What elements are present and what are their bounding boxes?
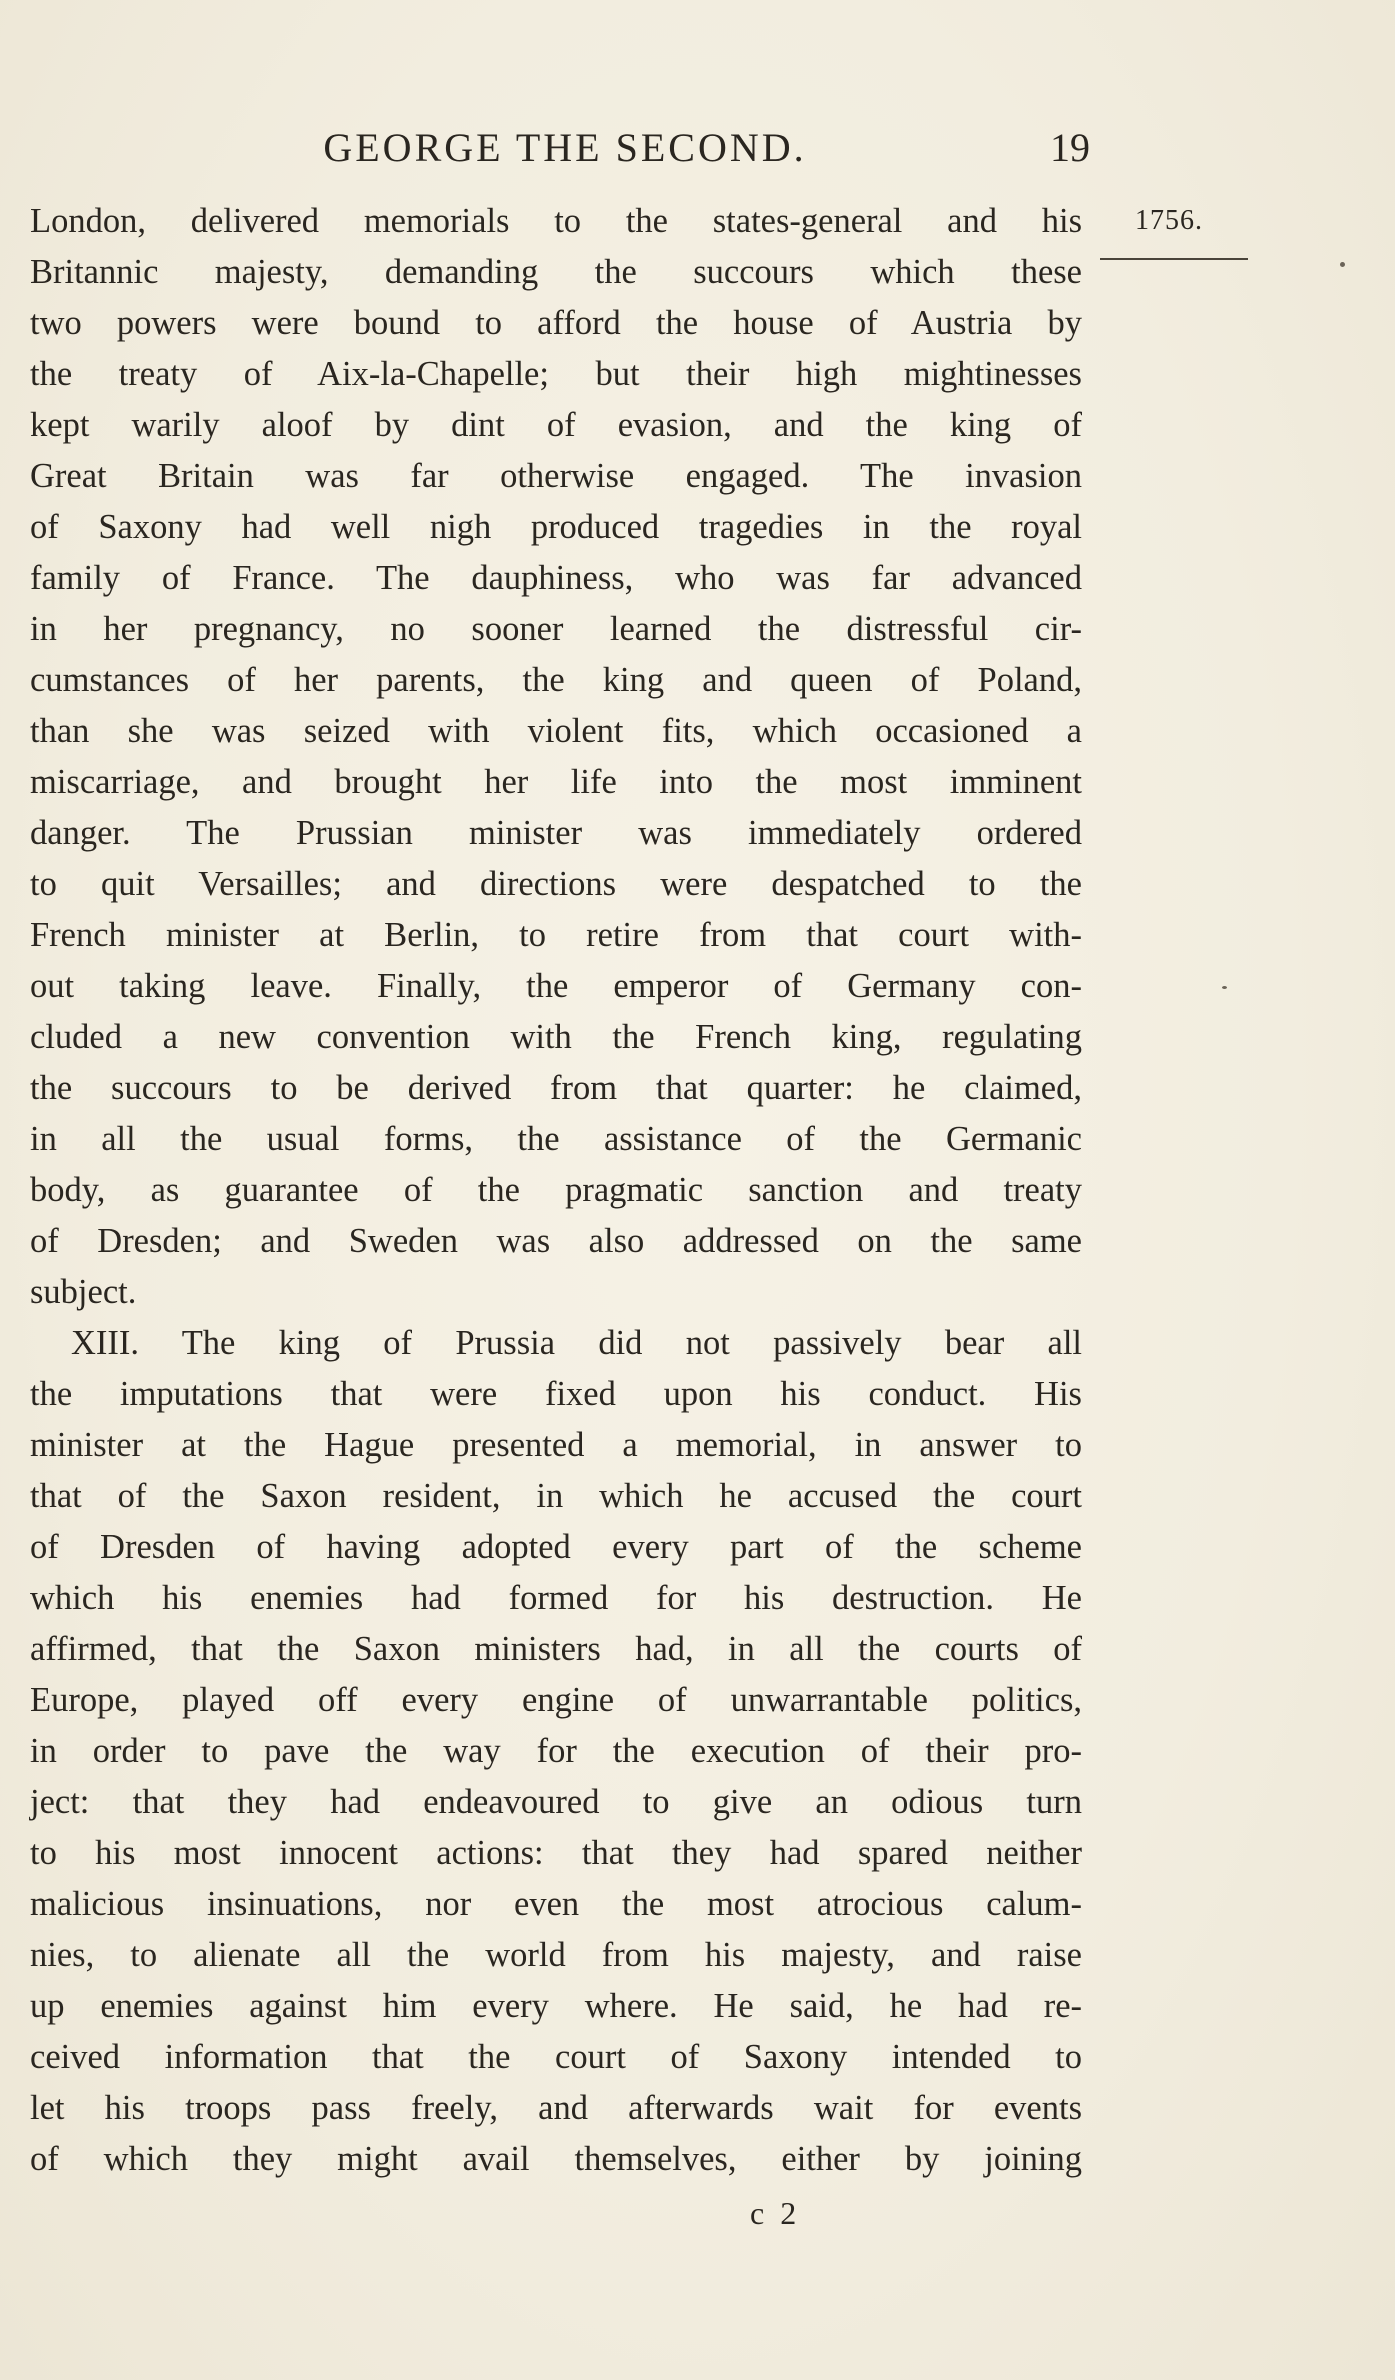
text-line: family of France. The dauphiness, who was far advanced bbox=[30, 559, 1082, 597]
text-line: of Saxony had well nigh produced tragedies in the royal bbox=[30, 508, 1082, 546]
text-line: subject. bbox=[30, 1273, 137, 1311]
text-line: affirmed, that the Saxon ministers had, in all the courts of bbox=[30, 1630, 1082, 1668]
text-line: to quit Versailles; and directions were despatched to the bbox=[30, 865, 1082, 903]
text-line: two powers were bound to afford the house of Austria by bbox=[30, 304, 1082, 342]
text-line: up enemies against him every where. He said, he had re- bbox=[30, 1987, 1082, 2025]
text-line: Britannic majesty, demanding the succours which these bbox=[30, 253, 1082, 291]
text-line: the treaty of Aix-la-Chapelle; but their high mightinesses bbox=[30, 355, 1082, 393]
signature-mark: c 2 bbox=[750, 2195, 801, 2231]
text-line: ceived information that the court of Saxony intended to bbox=[30, 2038, 1082, 2076]
text-line: of which they might avail themselves, either by joining bbox=[30, 2140, 1082, 2178]
section-start-line: XIII. The king of Prussia did not passively bear all bbox=[71, 1324, 1082, 1362]
text-line: let his troops pass freely, and afterwards wait for events bbox=[30, 2089, 1082, 2127]
margin-year: 1756. bbox=[1135, 205, 1203, 236]
margin-rule bbox=[1100, 258, 1248, 260]
text-line: Great Britain was far otherwise engaged. The invasion bbox=[30, 457, 1082, 495]
text-line: out taking leave. Finally, the emperor of Germany con- bbox=[30, 967, 1082, 1005]
text-line: London, delivered memorials to the states-general and his bbox=[30, 202, 1082, 240]
text-line: of Dresden; and Sweden was also addressed on the same bbox=[30, 1222, 1082, 1260]
running-title: GEORGE THE SECOND. bbox=[323, 125, 807, 170]
text-line: in her pregnancy, no sooner learned the distressful cir- bbox=[30, 610, 1082, 648]
text-line: the succours to be derived from that quarter: he claimed, bbox=[30, 1069, 1082, 1107]
text-line: miscarriage, and brought her life into the most imminent bbox=[30, 763, 1082, 801]
running-head bbox=[0, 118, 1395, 178]
text-line: danger. The Prussian minister was immediately ordered bbox=[30, 814, 1082, 852]
text-line: malicious insinuations, nor even the most atrocious calum- bbox=[30, 1885, 1082, 1923]
text-line: of Dresden of having adopted every part of the scheme bbox=[30, 1528, 1082, 1566]
text-line: French minister at Berlin, to retire from that court with- bbox=[30, 916, 1082, 954]
text-line: body, as guarantee of the pragmatic sanction and treaty bbox=[30, 1171, 1082, 1209]
text-line: than she was seized with violent fits, which occasioned a bbox=[30, 712, 1082, 750]
text-line: cluded a new convention with the French king, regulating bbox=[30, 1018, 1082, 1056]
text-line: ject: that they had endeavoured to give an odious turn bbox=[30, 1783, 1082, 1821]
ink-speck bbox=[1340, 262, 1345, 267]
text-line: in order to pave the way for the execution of their pro- bbox=[30, 1732, 1082, 1770]
text-line: in all the usual forms, the assistance of the Germanic bbox=[30, 1120, 1082, 1158]
text-line: kept warily aloof by dint of evasion, and the king of bbox=[30, 406, 1082, 444]
text-line: minister at the Hague presented a memorial, in answer to bbox=[30, 1426, 1082, 1464]
text-line: which his enemies had formed for his destruction. He bbox=[30, 1579, 1082, 1617]
page-number: 19 bbox=[1050, 125, 1090, 170]
text-line: nies, to alienate all the world from his majesty, and raise bbox=[30, 1936, 1082, 1974]
text-line: to his most innocent actions: that they had spared neither bbox=[30, 1834, 1082, 1872]
text-line: that of the Saxon resident, in which he accused the court bbox=[30, 1477, 1082, 1515]
text-line: cumstances of her parents, the king and queen of Poland, bbox=[30, 661, 1082, 699]
ink-speck bbox=[1222, 986, 1227, 989]
body-text bbox=[30, 196, 1082, 2185]
text-line: Europe, played off every engine of unwarrantable politics, bbox=[30, 1681, 1082, 1719]
text-line: the imputations that were fixed upon his conduct. His bbox=[30, 1375, 1082, 1413]
